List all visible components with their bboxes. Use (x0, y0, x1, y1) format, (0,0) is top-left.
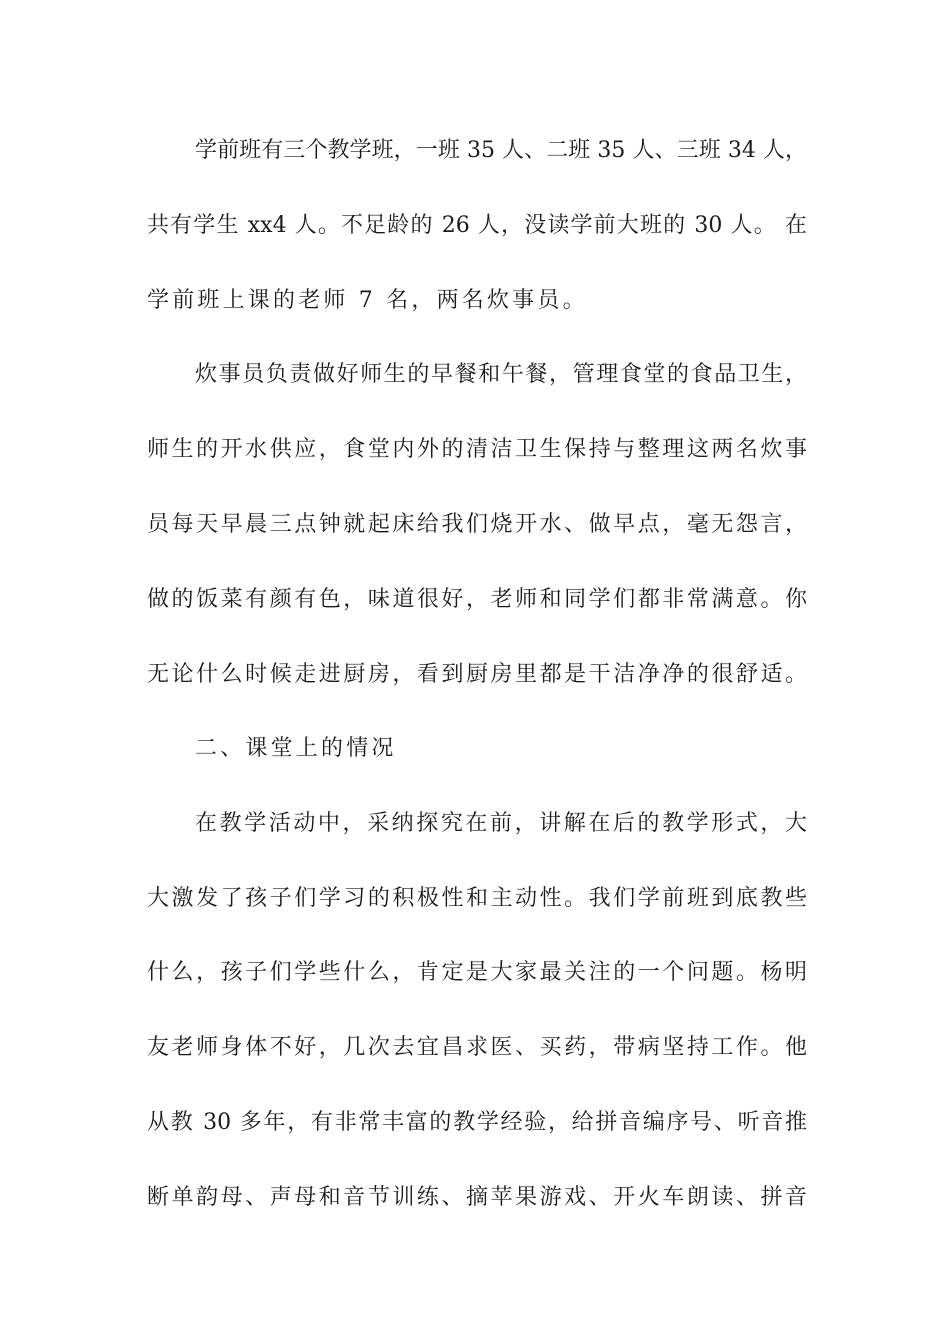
paragraph-line: 学前班有三个教学班，一班 35 人、二班 35 人、三班 34 人， (195, 138, 807, 163)
paragraph-line: 什么，孩子们学些什么，肯定是大家最关注的一个问题。杨明 (147, 960, 807, 985)
paragraph-line: 做的饭菜有颜有色，味道很好，老师和同学们都非常满意。你 (147, 587, 807, 612)
paragraph-line: 无论什么时候走进厨房，看到厨房里都是干洁净净的很舒适。 (147, 662, 807, 687)
paragraph-line: 断单韵母、声母和音节训练、摘苹果游戏、开火车朗读、拼音 (147, 1185, 807, 1210)
paragraph-line: 大激发了孩子们学习的积极性和主动性。我们学前班到底教些 (147, 886, 807, 911)
paragraph-line: 共有学生 xx4 人。不足龄的 26 人，没读学前大班的 30 人。 在 (147, 213, 807, 238)
section-heading: 二、课堂上的情况 (195, 736, 397, 761)
paragraph-line: 学前班上课的老师 7 名，两名炊事员。 (147, 288, 588, 313)
paragraph-line: 师生的开水供应，食堂内外的清洁卫生保持与整理这两名炊事 (147, 437, 807, 462)
paragraph-line: 从教 30 多年，有非常丰富的教学经验，给拼音编序号、听音推 (147, 1110, 807, 1135)
paragraph-line: 友老师身体不好，几次去宜昌求医、买药，带病坚持工作。他 (147, 1035, 807, 1060)
paragraph-line: 在教学活动中，采纳探究在前，讲解在后的教学形式，大 (195, 811, 807, 836)
paragraph-line: 炊事员负责做好师生的早餐和午餐，管理食堂的食品卫生， (195, 362, 807, 387)
paragraph-line: 员每天早晨三点钟就起床给我们烧开水、做早点，毫无怨言， (147, 512, 807, 537)
